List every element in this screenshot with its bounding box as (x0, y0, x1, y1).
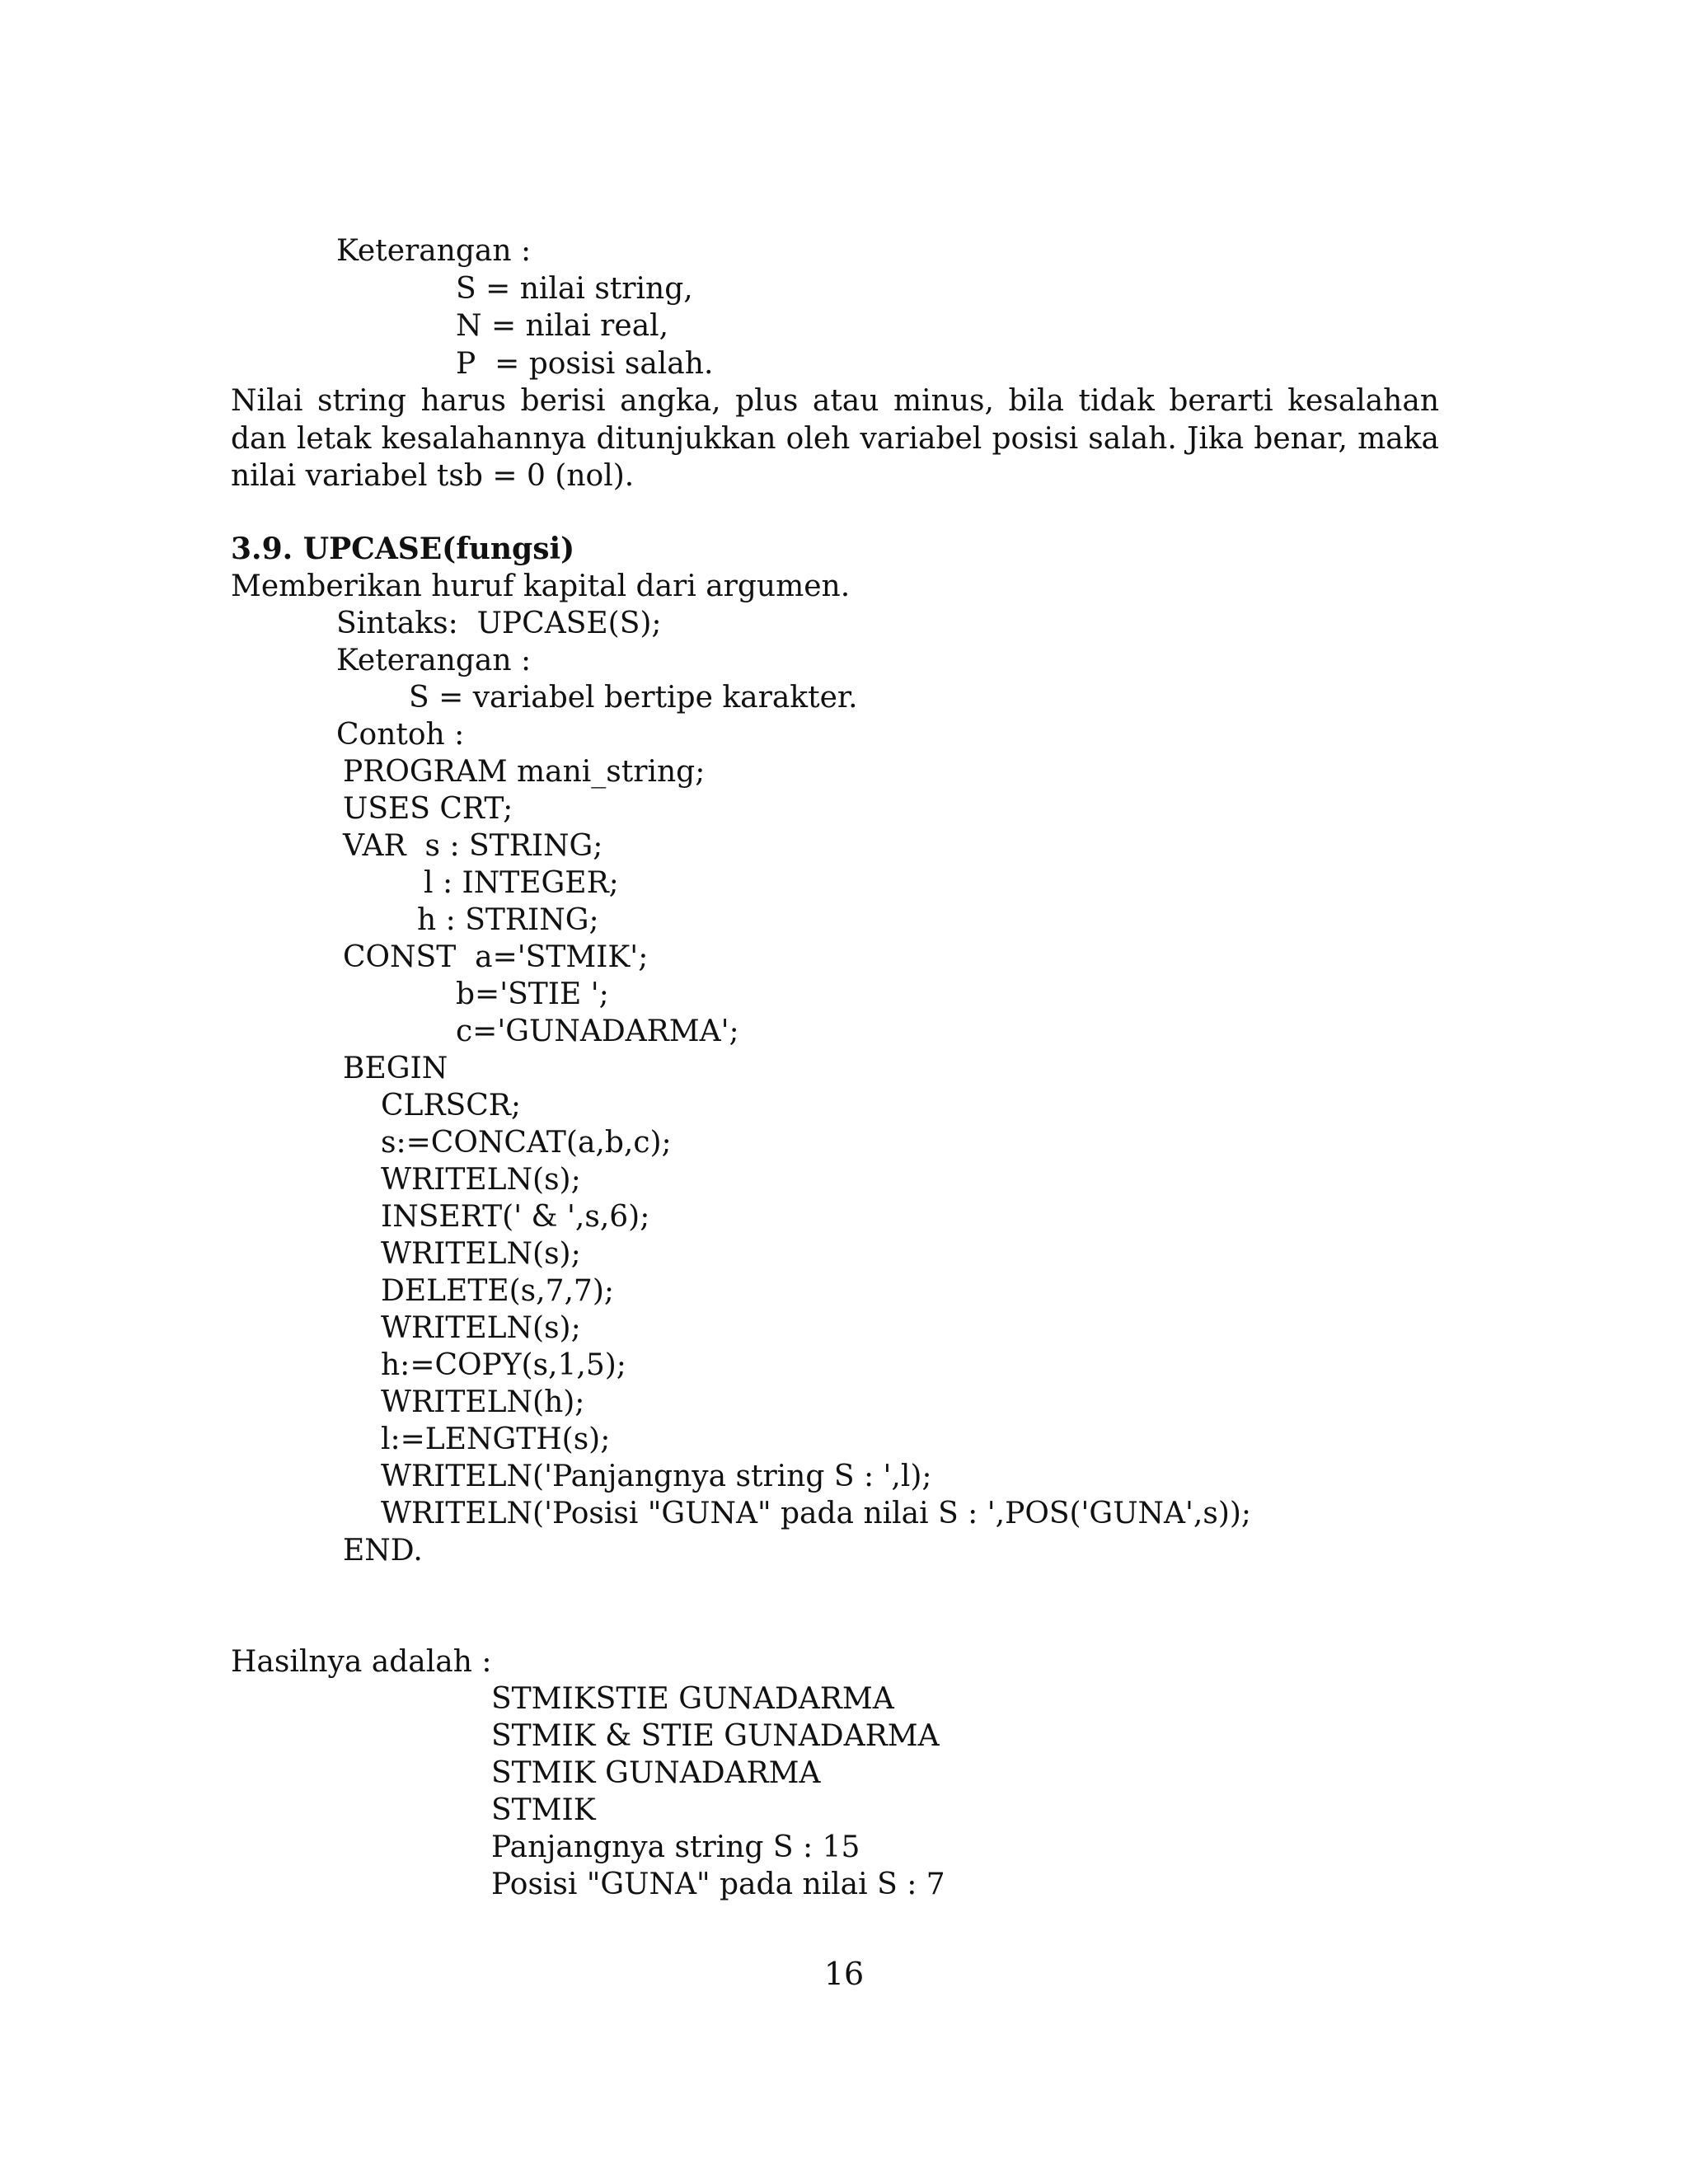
result-label: Hasilnya adalah : (231, 1645, 492, 1679)
code-line: l:=LENGTH(s); (381, 1422, 611, 1456)
code-line: WRITELN('Panjangnya string S : ',l); (381, 1460, 932, 1493)
contoh-label: Contoh : (336, 718, 465, 752)
code-line: h:=COPY(s,1,5); (381, 1348, 626, 1382)
section-description: Memberikan huruf kapital dari argumen. (231, 569, 851, 603)
code-line: s:=CONCAT(a,b,c); (381, 1126, 672, 1160)
code-line: END. (343, 1534, 423, 1568)
code-line: WRITELN('Posisi "GUNA" pada nilai S : ',POS('GUNA',s)); (381, 1497, 1252, 1530)
page-number: 16 (823, 1956, 865, 1992)
code-line: b='STIE '; (456, 977, 609, 1011)
keterangan-item-p: P = posisi salah. (456, 347, 714, 381)
code-line: DELETE(s,7,7); (381, 1274, 615, 1308)
result-line: STMIKSTIE GUNADARMA (491, 1682, 894, 1716)
keterangan-item-2: S = variabel bertipe karakter. (409, 681, 858, 715)
result-line: STMIK GUNADARMA (491, 1756, 821, 1790)
code-line: h : STRING; (417, 903, 599, 937)
result-line: Panjangnya string S : 15 (491, 1830, 860, 1864)
code-line: c='GUNADARMA'; (456, 1015, 739, 1048)
code-line: WRITELN(h); (381, 1385, 585, 1419)
keterangan-label: Keterangan : (336, 234, 532, 268)
code-line: WRITELN(s); (381, 1311, 581, 1345)
result-line: STMIK & STIE GUNADARMA (491, 1719, 940, 1753)
keterangan-item-n: N = nilai real, (456, 309, 669, 343)
code-line: CLRSCR; (381, 1089, 521, 1122)
code-line: WRITELN(s); (381, 1237, 581, 1271)
section-heading: 3.9. UPCASE(fungsi) (231, 532, 575, 566)
result-line: Posisi "GUNA" pada nilai S : 7 (491, 1868, 945, 1901)
code-line: INSERT(' & ',s,6); (381, 1200, 650, 1234)
code-line: PROGRAM mani_string; (343, 755, 706, 789)
code-line: VAR s : STRING; (343, 829, 603, 863)
code-line: l : INTEGER; (424, 866, 619, 900)
syntax-line: Sintaks: UPCASE(S); (336, 607, 662, 640)
code-line: CONST a='STMIK'; (343, 940, 649, 974)
code-line: WRITELN(s); (381, 1163, 581, 1197)
explanation-paragraph: Nilai string harus berisi angka, plus atau minus, bila tidak berarti kesalahan dan letak kesalahannya ditunjukkan oleh variabel posisi salah. Jika benar, maka nilai variabel tsb = 0 (nol). (231, 384, 1439, 493)
code-line: USES CRT; (343, 792, 513, 826)
keterangan-label-2: Keterangan : (336, 644, 532, 677)
result-line: STMIK (491, 1793, 596, 1827)
code-line: BEGIN (343, 1052, 448, 1085)
keterangan-item-s: S = nilai string, (456, 272, 693, 306)
